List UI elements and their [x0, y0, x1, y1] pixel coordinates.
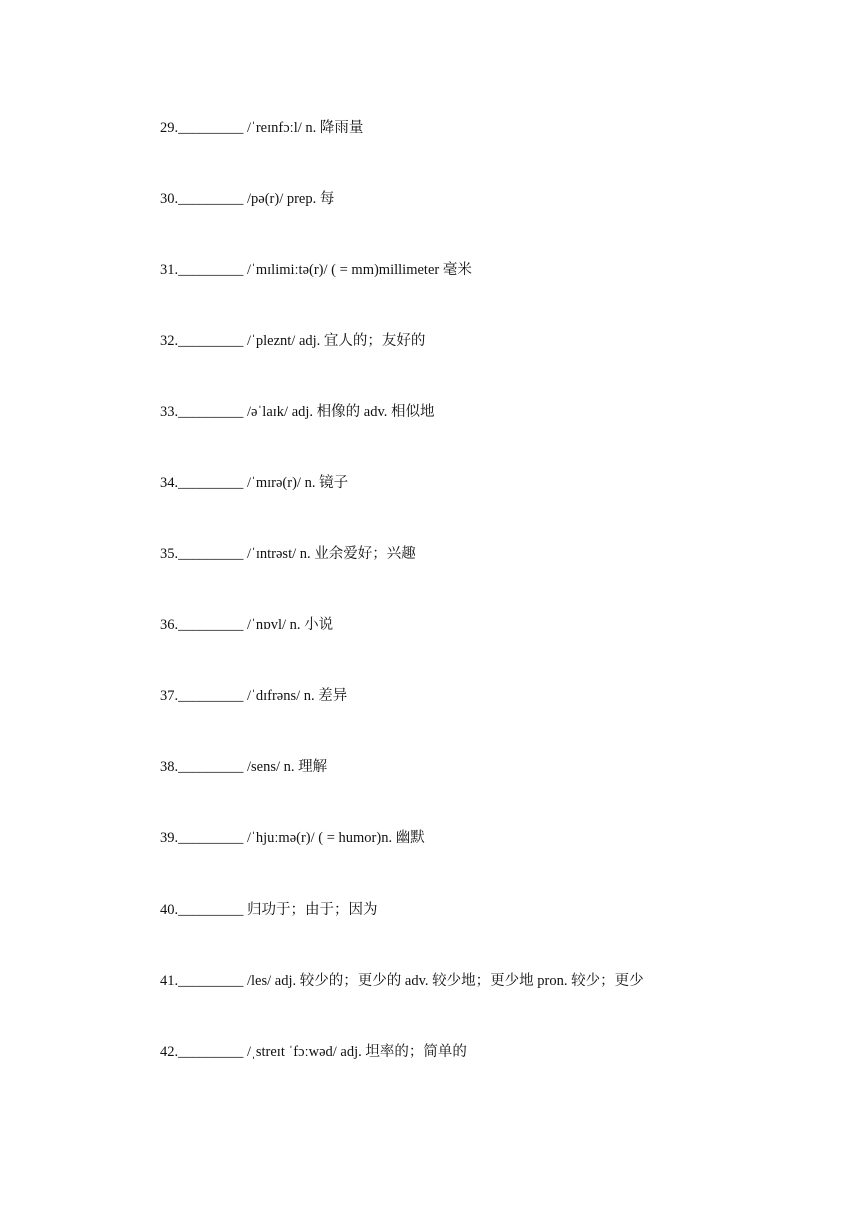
vocab-entry-35 [160, 545, 416, 563]
vocab-entry-38 [160, 758, 327, 776]
entry-text: 33._________ /əˈlaɪk/ adj. 相像的 adv. 相似地 [160, 404, 435, 420]
vocab-entry-41 [160, 972, 644, 990]
vocab-entry-33 [160, 403, 435, 421]
vocab-entry-31 [160, 261, 472, 279]
vocab-entry-39 [160, 829, 425, 847]
entry-text: 32._________ /ˈpleznt/ adj. 宜人的；友好的 [160, 333, 426, 349]
vocab-entry-40 [160, 901, 378, 919]
vocab-entry-37 [160, 687, 347, 705]
entry-text: 38._________ /sens/ n. 理解 [160, 759, 328, 775]
vocab-entry-30 [160, 190, 334, 208]
vocab-entry-34 [160, 474, 348, 492]
entry-text: 37._________ /ˈdɪfrəns/ n. 差异 [160, 688, 348, 704]
entry-text: 42._________ /ˌstreɪt ˈfɔːwəd/ adj. 坦率的；简单的 [160, 1044, 467, 1060]
entry-text: 31._________ /ˈmɪlimiːtə(r)/ ( = mm)millimeter 毫米 [160, 262, 472, 278]
vocab-entry-32 [160, 332, 425, 350]
entry-text: 30._________ /pə(r)/ prep. 每 [160, 191, 335, 207]
entry-text: 35._________ /ˈɪntrəst/ n. 业余爱好；兴趣 [160, 546, 416, 562]
entry-text: 39._________ /ˈhjuːmə(r)/ ( = humor)n. 幽默 [160, 830, 425, 846]
vocab-entry-29 [160, 119, 363, 137]
entry-text: 41._________ /les/ adj. 较少的；更少的 adv. 较少地；更少地 pron. 较少；更少 [160, 973, 644, 989]
entry-text: 34._________ /ˈmɪrə(r)/ n. 镜子 [160, 475, 349, 491]
vocab-entry-36 [160, 616, 333, 634]
entry-text: 36._________ /ˈnɒvl/ n. 小说 [160, 617, 334, 633]
entry-text: 29._________ /ˈreɪnfɔːl/ n. 降雨量 [160, 120, 364, 136]
vocab-entry-42 [160, 1043, 467, 1061]
entry-text: 40._________ 归功于；由于；因为 [160, 902, 378, 918]
